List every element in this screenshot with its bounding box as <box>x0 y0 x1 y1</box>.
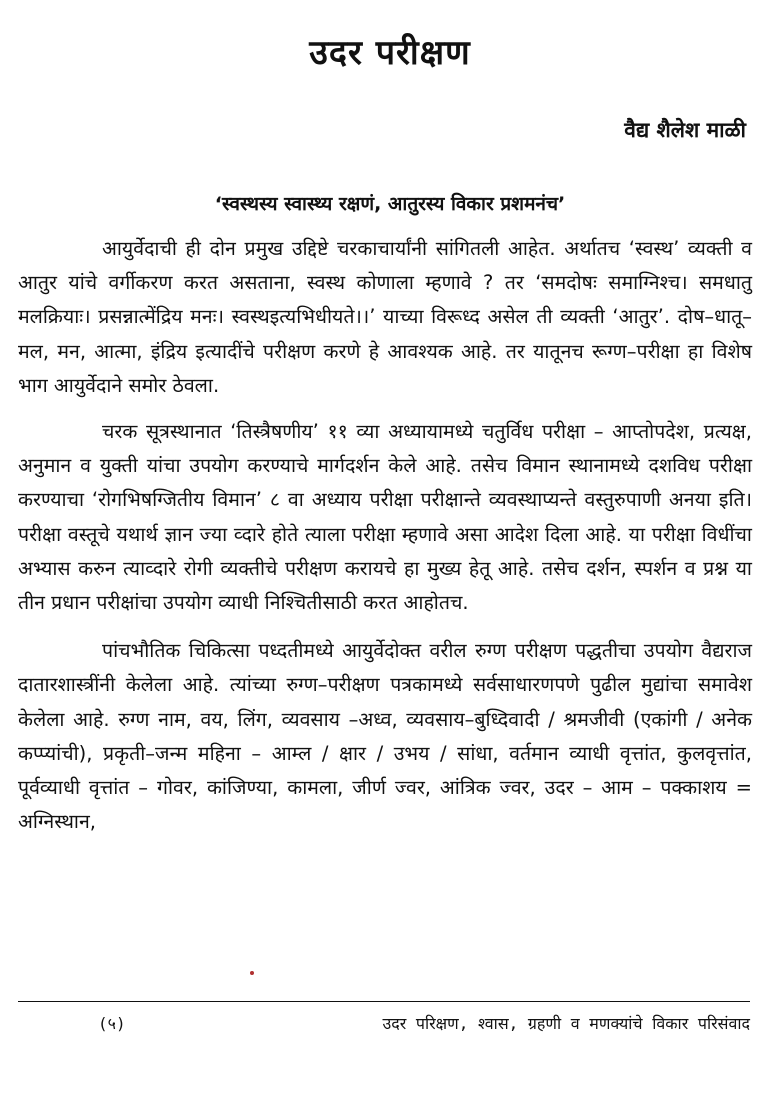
footer-rule <box>18 1001 750 1002</box>
article-body <box>18 232 752 851</box>
page-footer <box>18 1012 750 1042</box>
paragraph-2: चरक सूत्रस्थानात ‘तिस्त्रैषणीय’ ११ व्या अध्यायामध्ये चतुर्विध परीक्षा – आप्तोपदेश, प्रत्यक्ष, अनुमान व युक्ती यांचा उपयोग करण्याचे मार्गदर्शन केले आहे. तसेच विमान स्थानामध्ये दशविध परीक्षा करण्याचा ‘रोगभिषग्जितीय विमान’ ८ वा अध्याय परीक्षा परीक्षान्ते व्यवस्थाप्यन्ते वस्तुरुपाणी अनया इति। परीक्षा वस्तूचे यथार्थ ज्ञान ज्या व्दारे होते त्याला परीक्षा म्हणावे असा आदेश दिला आहे. या परीक्षा विधींचा अभ्यास करुन त्याव्दारे रोगी व्यक्तीचे परीक्षण करायचे हा मुख्य हेतू आहे. तसेच दर्शन, स्पर्शन व प्रश्न या तीन प्रधान परीक्षांचा उपयोग व्याधी निश्चितीसाठी करत आहोतच. <box>18 420 752 615</box>
page-title: उदर परीक्षण <box>309 33 471 73</box>
page-number: (५) <box>98 1014 126 1033</box>
sanskrit-quote-heading: ‘स्वस्थस्य स्वास्थ्य रक्षणं, आतुरस्य विकार प्रशमनंच’ <box>214 193 566 215</box>
paragraph-3: पांचभौतिक चिकित्सा पध्दतीमध्ये आयुर्वेदोक्त वरील रुग्ण परीक्षण पद्धतीचा उपयोग वैद्यराज दातारशास्त्रींनी केलेला आहे. त्यांच्या रुग्ण–परीक्षण पत्रकामध्ये सर्वसाधारणपणे पुढील मुद्यांचा समावेश केलेला आहे. रुग्ण नाम, वय, लिंग, व्यवसाय –अध्व, व्यवसाय–बुध्दिवादी / श्रमजीवी (एकांगी / अनेक कप्प्यांची), प्रकृती–जन्म महिना – आम्ल / क्षार / उभय / सांधा, वर्तमान व्याधी वृत्तांत, कुलवृत्तांत, पूर्वव्याधी वृत्तांत – गोवर, कांजिण्या, कामला, जीर्ण ज्वर, आंत्रिक ज्वर, उदर – आम – पक्काशय = अग्निस्थान, <box>18 639 752 834</box>
author-name: वैद्य शैलेश माळी <box>624 118 746 142</box>
ink-speck <box>250 971 254 975</box>
running-title: उदर परिक्षण, श्वास, ग्रहणी व मणक्यांचे विकार परिसंवाद <box>382 1014 750 1033</box>
paragraph-1: आयुर्वेदाची ही दोन प्रमुख उद्दिष्टे चरकाचार्यांनी सांगितली आहेत. अर्थातच ‘स्वस्थ’ व्यक्ती व आतुर यांचे वर्गीकरण करत असताना, स्वस्थ कोणाला म्हणावे ? तर ‘समदोषः समाग्निश्च। समधातु मलक्रियाः। प्रसन्नात्मेंद्रिय मनः। स्वस्थइत्यभिधीयते।।’ याच्या विरूध्द असेल ती व्यक्ती ‘आतुर’. दोष–धातू–मल, मन, आत्मा, इंद्रिय इत्यादींचे परीक्षण करणे हे आवश्यक आहे. तर यातूनच रूग्ण–परीक्षा हा विशेष भाग आयुर्वेदाने समोर ठेवला. <box>18 237 752 397</box>
